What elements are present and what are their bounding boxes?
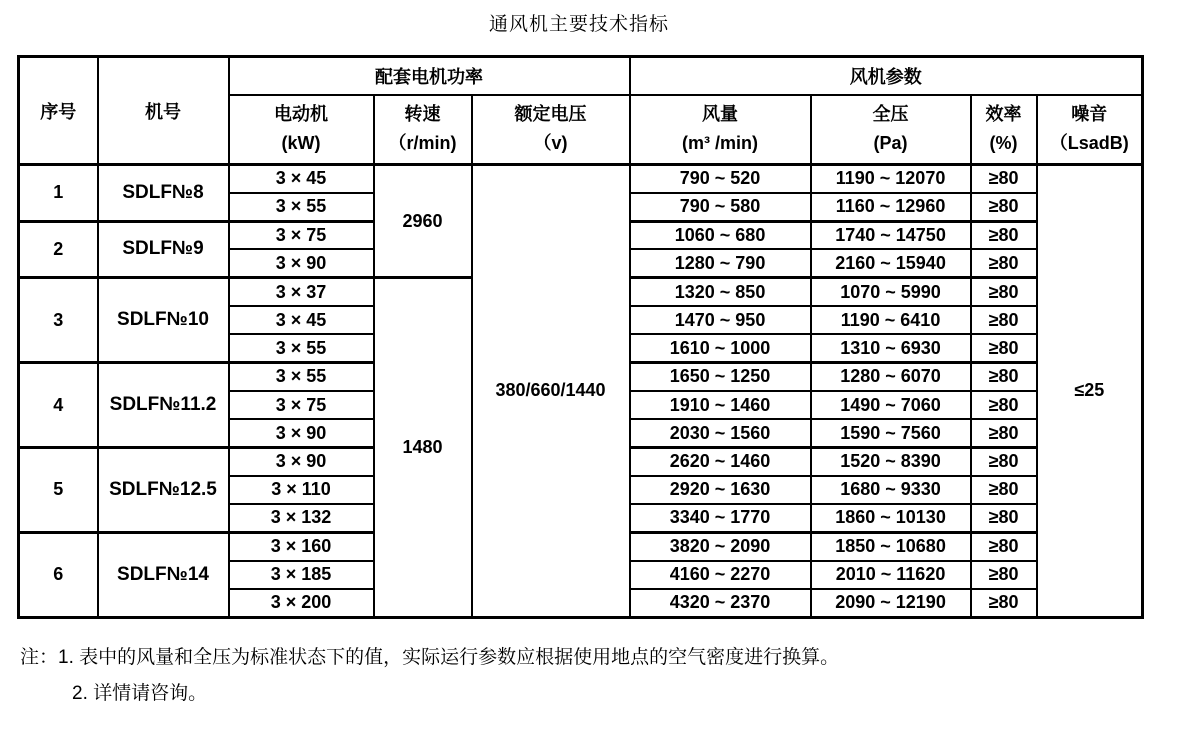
efficiency-cell: ≥80 xyxy=(971,306,1037,334)
efficiency-cell: ≥80 xyxy=(971,363,1037,391)
header-motor xyxy=(229,95,374,165)
table-header xyxy=(19,57,1143,165)
efficiency-cell: ≥80 xyxy=(971,447,1037,475)
efficiency-cell: ≥80 xyxy=(971,193,1037,221)
motor-power-cell: 3 × 55 xyxy=(229,334,374,362)
model-cell: SDLF№14 xyxy=(98,532,229,617)
motor-power-cell: 3 × 132 xyxy=(229,504,374,532)
header-speed xyxy=(374,95,472,165)
model-cell: SDLF№9 xyxy=(98,221,229,278)
motor-power-cell: 3 × 55 xyxy=(229,363,374,391)
motor-power-cell: 3 × 45 xyxy=(229,306,374,334)
air-flow-cell: 1470 ~ 950 xyxy=(630,306,811,334)
header-speed-label: 转速 xyxy=(404,104,441,125)
efficiency-cell: ≥80 xyxy=(971,504,1037,532)
header-motor-group: 配套电机功率 xyxy=(229,57,630,95)
air-flow-cell: 1280 ~ 790 xyxy=(630,249,811,277)
efficiency-cell: ≥80 xyxy=(971,419,1037,447)
efficiency-cell: ≥80 xyxy=(971,334,1037,362)
motor-power-cell: 3 × 90 xyxy=(229,419,374,447)
header-noise-unit: （LsadB) xyxy=(1049,133,1129,154)
pressure-cell: 1850 ~ 10680 xyxy=(811,532,971,560)
seq-cell: 2 xyxy=(19,221,98,278)
header-motor-label: 电动机 xyxy=(274,104,328,125)
air-flow-cell: 790 ~ 520 xyxy=(630,165,811,193)
air-flow-cell: 4320 ~ 2370 xyxy=(630,589,811,617)
pressure-cell: 2160 ~ 15940 xyxy=(811,249,971,277)
pressure-cell: 1860 ~ 10130 xyxy=(811,504,971,532)
air-flow-cell: 2620 ~ 1460 xyxy=(630,447,811,475)
header-model: 机号 xyxy=(98,57,229,165)
pressure-cell: 1520 ~ 8390 xyxy=(811,447,971,475)
motor-power-cell: 3 × 75 xyxy=(229,391,374,419)
efficiency-cell: ≥80 xyxy=(971,532,1037,560)
header-pressure-unit: (Pa) xyxy=(873,133,908,154)
header-noise xyxy=(1037,95,1143,165)
pressure-cell: 1280 ~ 6070 xyxy=(811,363,971,391)
voltage-cell: 380/660/1440 xyxy=(472,165,630,618)
pressure-cell: 1590 ~ 7560 xyxy=(811,419,971,447)
speed-cell: 2960 xyxy=(374,165,472,278)
fan-spec-table xyxy=(17,55,1144,619)
header-fan-group: 风机参数 xyxy=(630,57,1143,95)
header-pressure-label: 全压 xyxy=(872,104,909,125)
air-flow-cell: 2030 ~ 1560 xyxy=(630,419,811,447)
pressure-cell: 1680 ~ 9330 xyxy=(811,476,971,504)
seq-cell: 6 xyxy=(19,532,98,617)
efficiency-cell: ≥80 xyxy=(971,589,1037,617)
motor-power-cell: 3 × 90 xyxy=(229,447,374,475)
pressure-cell: 1160 ~ 12960 xyxy=(811,193,971,221)
header-speed-unit: （r/min) xyxy=(388,133,457,154)
efficiency-cell: ≥80 xyxy=(971,278,1037,306)
header-noise-label: 噪音 xyxy=(1071,104,1108,125)
air-flow-cell: 1320 ~ 850 xyxy=(630,278,811,306)
air-flow-cell: 1060 ~ 680 xyxy=(630,221,811,249)
seq-cell: 4 xyxy=(19,363,98,448)
header-efficiency-unit: (%) xyxy=(989,133,1018,154)
page-title: 通风机主要技术指标 xyxy=(488,14,669,35)
pressure-cell: 2090 ~ 12190 xyxy=(811,589,971,617)
air-flow-cell: 790 ~ 580 xyxy=(630,193,811,221)
pressure-cell: 1190 ~ 12070 xyxy=(811,165,971,193)
model-cell: SDLF№11.2 xyxy=(98,363,229,448)
motor-power-cell: 3 × 185 xyxy=(229,561,374,589)
pressure-cell: 1740 ~ 14750 xyxy=(811,221,971,249)
pressure-cell: 1310 ~ 6930 xyxy=(811,334,971,362)
seq-cell: 1 xyxy=(19,165,98,222)
air-flow-cell: 1910 ~ 1460 xyxy=(630,391,811,419)
motor-power-cell: 3 × 75 xyxy=(229,221,374,249)
header-pressure xyxy=(811,95,971,165)
note-line-1: 注：1. 表中的风量和全压为标准状态下的值，实际运行参数应根据使用地点的空气密度进行换算。 xyxy=(20,647,840,668)
header-flow xyxy=(630,95,811,165)
pressure-cell: 1190 ~ 6410 xyxy=(811,306,971,334)
efficiency-cell: ≥80 xyxy=(971,476,1037,504)
note-line-2: 2. 详情请咨询。 xyxy=(72,683,208,704)
motor-power-cell: 3 × 200 xyxy=(229,589,374,617)
efficiency-cell: ≥80 xyxy=(971,391,1037,419)
header-flow-label: 风量 xyxy=(702,104,739,125)
seq-cell: 5 xyxy=(19,447,98,532)
model-cell: SDLF№8 xyxy=(98,165,229,222)
motor-power-cell: 3 × 90 xyxy=(229,249,374,277)
speed-cell: 1480 xyxy=(374,278,472,618)
efficiency-cell: ≥80 xyxy=(971,561,1037,589)
motor-power-cell: 3 × 160 xyxy=(229,532,374,560)
model-cell: SDLF№12.5 xyxy=(98,447,229,532)
air-flow-cell: 1650 ~ 1250 xyxy=(630,363,811,391)
table-body xyxy=(19,165,1143,618)
motor-power-cell: 3 × 110 xyxy=(229,476,374,504)
air-flow-cell: 4160 ~ 2270 xyxy=(630,561,811,589)
seq-cell: 3 xyxy=(19,278,98,363)
pressure-cell: 2010 ~ 11620 xyxy=(811,561,971,589)
air-flow-cell: 1610 ~ 1000 xyxy=(630,334,811,362)
motor-power-cell: 3 × 45 xyxy=(229,165,374,193)
header-motor-unit: (kW) xyxy=(281,133,321,154)
efficiency-cell: ≥80 xyxy=(971,165,1037,193)
header-voltage xyxy=(472,95,630,165)
efficiency-cell: ≥80 xyxy=(971,249,1037,277)
pressure-cell: 1070 ~ 5990 xyxy=(811,278,971,306)
motor-power-cell: 3 × 55 xyxy=(229,193,374,221)
footnotes xyxy=(20,640,1180,712)
header-voltage-label: 额定电压 xyxy=(514,104,587,125)
air-flow-cell: 3340 ~ 1770 xyxy=(630,504,811,532)
air-flow-cell: 3820 ~ 2090 xyxy=(630,532,811,560)
air-flow-cell: 2920 ~ 1630 xyxy=(630,476,811,504)
model-cell: SDLF№10 xyxy=(98,278,229,363)
pressure-cell: 1490 ~ 7060 xyxy=(811,391,971,419)
noise-cell: ≤25 xyxy=(1037,165,1143,618)
header-seq: 序号 xyxy=(19,57,98,165)
header-flow-unit: (m³ /min) xyxy=(682,133,759,154)
efficiency-cell: ≥80 xyxy=(971,221,1037,249)
header-voltage-unit: （v) xyxy=(533,133,568,154)
motor-power-cell: 3 × 37 xyxy=(229,278,374,306)
header-efficiency-label: 效率 xyxy=(985,104,1022,125)
header-efficiency xyxy=(971,95,1037,165)
